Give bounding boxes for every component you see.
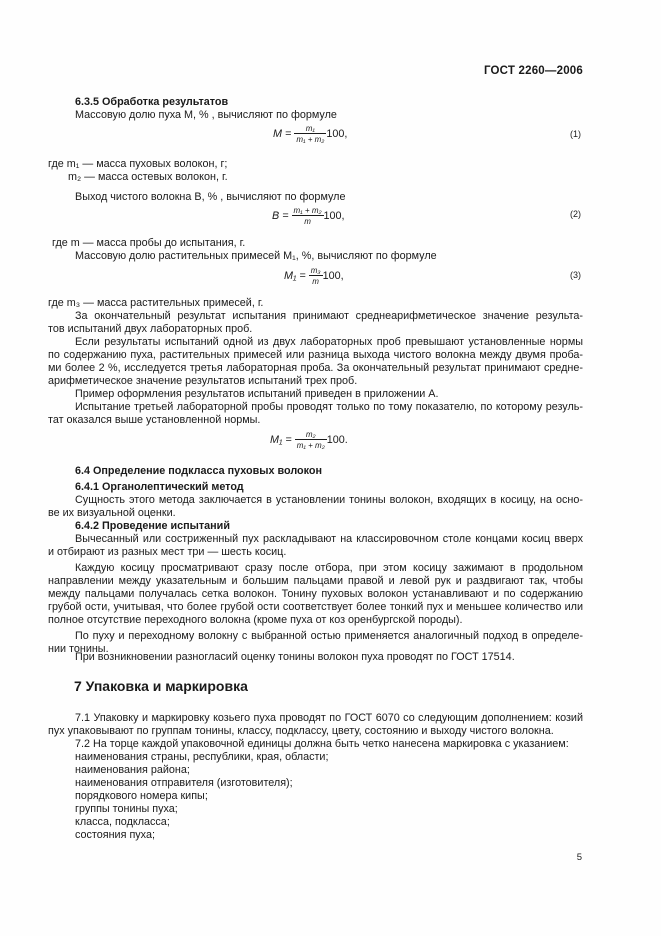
formula-denominator: m — [309, 275, 323, 286]
formula-number: (2) — [570, 209, 581, 219]
paragraph-line: арифметическое значение результатов испытаний трех проб. — [48, 375, 358, 387]
formula-fraction — [292, 206, 324, 226]
formula-lhs: В = — [272, 209, 289, 222]
formula-3 — [284, 266, 344, 286]
formula-number: (1) — [570, 129, 581, 139]
paragraph: Пример оформления результатов испытаний приведен в приложении А. — [75, 388, 439, 400]
paragraph: Массовую долю растительных примесей М₁, %, вычисляют по формуле — [75, 250, 437, 262]
formula-lhs: М₁ = — [284, 269, 306, 282]
standard-header: ГОСТ 2260—2006 — [483, 65, 583, 77]
paragraph-line: Каждую косицу просматривают сразу после отбора, при этом косицу зажимают в продольном — [75, 562, 583, 574]
section-title-6-4-2: 6.4.2 Проведение испытаний — [75, 520, 230, 532]
list-item: порядкового номера кипы; — [75, 790, 208, 802]
paragraph-line: тат оказался выше установленной нормы. — [48, 414, 261, 426]
section-title-6-4: 6.4 Определение подкласса пуховых волокон — [75, 465, 323, 477]
paragraph: При возникновении разногласий оценку тонины волокон пуха проводят по ГОСТ 17514. — [75, 651, 515, 663]
formula-numerator: m₂ — [305, 430, 316, 439]
paragraph-line: По пуху и переходному волокну с выбранной остью применяется аналогичный подход в определе- — [75, 630, 583, 642]
section-title-6-4-1: 6.4.1 Органолептический метод — [75, 481, 244, 493]
paragraph-line: Сущность этого метода заключается в установлении тонины волокон, входящих в косицу, на осно- — [75, 494, 583, 506]
formula-fraction — [294, 124, 326, 144]
definition-line: где m₁ — масса пуховых волокон, г; — [48, 158, 228, 170]
formula-numerator: m₃ — [310, 266, 321, 275]
paragraph: Массовую долю пуха М, % , вычисляют по формуле — [75, 109, 337, 121]
formula-tail: 100, — [322, 269, 344, 282]
paragraph-line: между пальцами получалась сетка волокон. Тонину пуховых волокон устанавливают и по содержанию — [48, 588, 583, 600]
paragraph-line: 7.1 Упаковку и маркировку козьего пуха проводят по ГОСТ 6070 со следующим дополнением: козий — [75, 712, 583, 724]
paragraph: 7.2 На торце каждой упаковочной единицы должна быть четко нанесена маркировка с указанием: — [75, 738, 569, 750]
paragraph-line: ве их визуальной оценки. — [48, 507, 176, 519]
formula-tail: 100, — [326, 127, 348, 140]
paragraph-line: Если результаты испытаний одной из двух лабораторных проб превышают установленные нормы — [75, 336, 583, 348]
list-item: наименования отправителя (изготовителя); — [75, 777, 293, 789]
list-item: наименования страны, республики, края, области; — [75, 751, 329, 763]
paragraph-line: нии тонины. — [48, 643, 109, 655]
paragraph-line: направлении между указательным и большим пальцами правой и левой рук и раздвигают так, чтобы — [48, 575, 583, 587]
paragraph-line: пух упаковывают по группам тонины, классу, подклассу, цвету, состоянию и выходу чистого волокна. — [48, 725, 554, 737]
paragraph: Выход чистого волокна В, % , вычисляют по формуле — [75, 191, 346, 203]
formula-denominator: m — [292, 215, 324, 226]
paragraph-line: Вычесанный или сострижeнный пух раскладывают на классировочном столе концами косиц вверх — [75, 533, 583, 545]
list-item: класса, подкласса; — [75, 816, 170, 828]
section-title-6-3-5: 6.3.5 Обработка результатов — [75, 96, 229, 108]
paragraph-line: полное отсутствие переходного волокна (кроме пуха от коз оренбургской породы). — [48, 614, 463, 626]
paragraph-line: За окончательный результат испытания принимают среднеарифметическое значение результа- — [75, 310, 583, 322]
formula-fraction — [309, 266, 323, 286]
definition-line: где m₃ — масса растительных примесей, г. — [48, 297, 264, 309]
list-item: состояния пуха; — [75, 829, 155, 841]
definition-line: где m — масса пробы до испытания, г. — [52, 237, 246, 249]
paragraph-line: ми более 2 %, исследуется третья лабораторная проба. За окончательный результат принимают средне- — [48, 362, 583, 374]
formula-lhs: М₁ = — [270, 433, 292, 446]
formula-denominator: m₁ + m₂ — [296, 135, 325, 144]
formula-denominator: m₁ + m₂ — [296, 441, 325, 450]
formula-tail: 100, — [323, 209, 345, 222]
definition-line: m₂ — масса остевых волокон, г. — [68, 171, 228, 183]
formula-4 — [270, 430, 348, 450]
list-item: группы тонины пуха; — [75, 803, 178, 815]
formula-lhs: М = — [273, 127, 292, 140]
formula-tail: 100. — [326, 433, 348, 446]
paragraph-line: Испытание третьей лабораторной пробы проводят только по тому показателю, по которому резуль- — [75, 401, 583, 413]
paragraph-line: по содержанию пуха, растительных примесей или разница выхода чистого волокна между двумя проба- — [48, 349, 583, 361]
formula-2 — [272, 206, 345, 226]
list-item: наименования района; — [75, 764, 190, 776]
section-title-7: 7 Упаковка и маркировка — [74, 678, 248, 694]
page-number: 5 — [576, 852, 582, 863]
formula-number: (3) — [570, 270, 581, 280]
formula-fraction — [295, 430, 327, 450]
formula-numerator: m₁ + m₂ — [293, 206, 322, 215]
paragraph-line: грубой ости, учитывая, что более грубой ости соответствует более тонкий пух и меньшее количество или — [48, 601, 583, 613]
paragraph-line: тов испытаний двух лабораторных проб. — [48, 323, 253, 335]
paragraph-line: и отбирают из разных мест три — шесть косиц. — [48, 546, 287, 558]
formula-1 — [273, 124, 347, 144]
formula-numerator: m₁ — [305, 124, 315, 133]
